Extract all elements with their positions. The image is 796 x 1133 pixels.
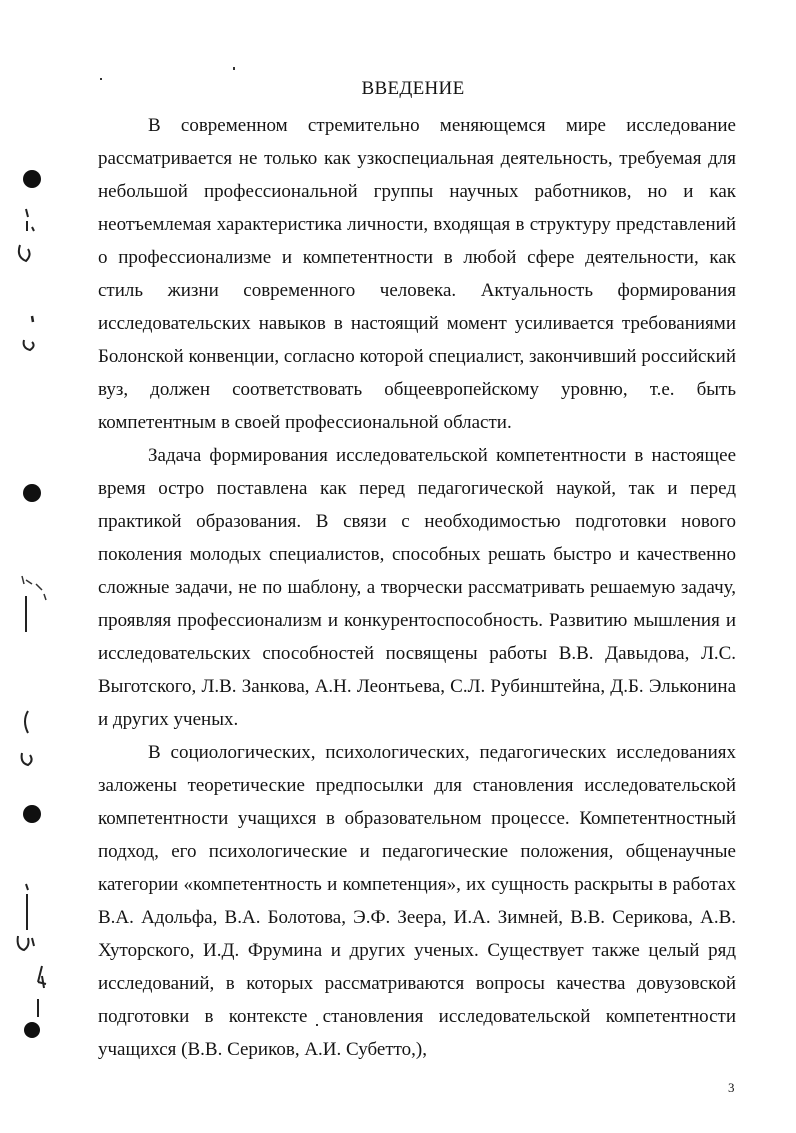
scan-artifact <box>8 570 58 640</box>
paragraph-research: В социологических, психологических, педагогических исследованиях заложены теоретические предпосылки для становления исследовательской компетентности учащихся в образовательном процессе. Компетентностный подход, его психологические и педагогические положения, общенаучные категории «компетентность и компетенция», их сущность раскрыты в работах В.А. Адольфа, В.А. Болотова, Э.Ф. Зеера, И.А. Зимней, В.В. Серикова, А.В. Хуторского, И.Д. Фрумина и других ученых. Существует также целый ряд исследований, в которых рассматриваются вопросы качества довузовской подготовки в контексте становления исследовательской компетентности учащихся (В.В. Сериков, А.И. Субетто,), <box>98 742 736 1060</box>
scan-speck <box>233 67 235 70</box>
scan-artifact <box>10 880 50 960</box>
body-text <box>98 109 736 1066</box>
binding-hole-mark <box>23 170 41 188</box>
scan-artifact <box>12 705 42 785</box>
section-title: ВВЕДЕНИЕ <box>361 78 465 99</box>
scan-artifact <box>30 962 54 992</box>
scan-artifact <box>14 312 44 357</box>
paragraph-task: Задача формирования исследовательской компетентности в настоящее время остро поставлена как перед педагогической наукой, так и перед практикой образования. В связи с необходимостью подготовки нового поколения молодых специалистов, способных решать быстро и качественно сложные задачи, не по шаблону, а творчески рассматривать решаемую задачу, проявляя профессионализм и конкурентоспособность. Развитию мышления и исследовательских способностей посвящены работы В.В. Давыдова, Л.С. Выготского, Л.В. Занкова, А.Н. Леонтьева, С.Л. Рубинштейна, Д.Б. Эльконина и других ученых. <box>98 445 736 730</box>
binding-hole-mark <box>24 1022 40 1038</box>
binding-hole-mark <box>23 484 41 502</box>
scan-artifact <box>12 205 42 275</box>
scan-artifact <box>26 995 50 1021</box>
paragraph-intro: В современном стремительно меняющемся мире исследование рассматривается не только как узкоспециальная деятельность, требуемая для небольшой профессиональной группы научных работников, но и как неотъемлемая характеристика личности, входящая в структуру представлений о профессионализме и компетентности в любой сфере деятельности, как стиль жизни современного человека. Актуальность формирования исследовательских навыков в настоящий момент усиливается требованиями Болонской конвенции, согласно которой специалист, закончивший российский вуз, должен соответствовать общеевропейскому уровню, т.е. быть компетентным в своей профессиональной области. <box>98 115 736 433</box>
binding-hole-mark <box>23 805 41 823</box>
page-number: 3 <box>728 1080 735 1095</box>
